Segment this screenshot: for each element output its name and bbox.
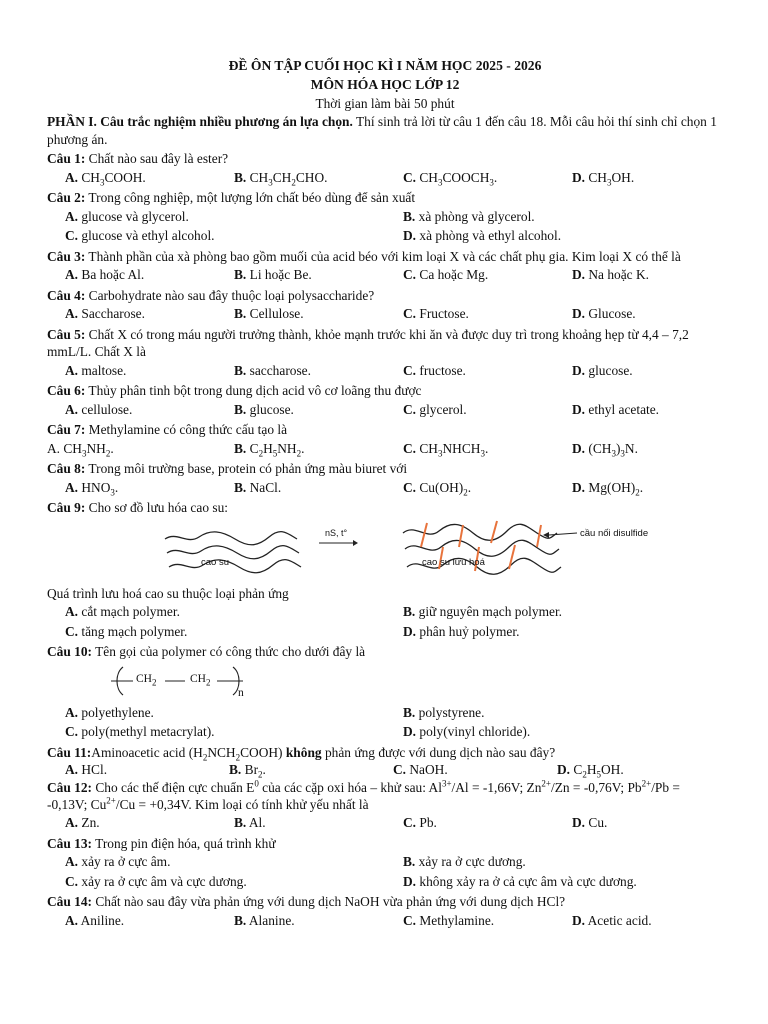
question-text: Cho sơ đồ lưu hóa cao su:: [85, 500, 228, 515]
option-c[interactable]: C. Ca hoặc Mg.: [403, 267, 489, 282]
question-9-prompt: Quá trình lưu hoá cao su thuộc loại phản ứng: [47, 585, 289, 601]
option-b[interactable]: B. Li hoặc Be.: [234, 267, 312, 282]
option-a[interactable]: A. $CH_3NH_2$.: [47, 440, 114, 459]
option-c[interactable]: C. NaOH.: [393, 762, 448, 777]
question-text: Thành phần của xà phòng bao gồm muối của acid béo với kim loại X và các chất phụ gia. Kim loại X có thể là: [85, 248, 681, 264]
question-number: Câu 12:: [47, 780, 93, 795]
reaction-condition-label: nS, t°: [325, 527, 348, 538]
option-c[interactable]: C. Pb.: [403, 815, 437, 830]
question-number: Câu 10:: [47, 644, 93, 659]
option-c[interactable]: C. poly(methyl metacrylat).: [65, 724, 215, 739]
option-b[interactable]: B. giữ nguyên mạch polymer.: [403, 604, 563, 619]
option-d[interactable]: D. poly(vinyl chloride).: [403, 724, 531, 739]
polymer-formula: [47, 661, 723, 703]
question-14: [47, 893, 723, 911]
option-c[interactable]: C. Fructose.: [403, 306, 469, 321]
options-row: [47, 168, 723, 188]
question-5: [47, 326, 723, 361]
option-a[interactable]: A. maltose.: [65, 362, 127, 378]
option-a[interactable]: A. $CH_3COOH$.: [65, 169, 146, 188]
question-text: Chất X có trong máu người trưởng thành, khỏe mạnh trước khi ăn và được duy trì trong khoảng hẹp từ 4,4 – 7,2 mmL/L. Chất X là: [47, 326, 689, 359]
option-b[interactable]: B. saccharose.: [234, 362, 311, 378]
question-9: [47, 499, 723, 517]
options-row: [47, 478, 723, 498]
polymer-formula-svg: [47, 661, 267, 703]
option-b[interactable]: B. $C_2H_5NH_2$.: [234, 440, 305, 459]
option-d[interactable]: D. không xảy ra ở cả cực âm và cực dương.: [403, 873, 637, 889]
option-b[interactable]: B. Cellulose.: [234, 306, 304, 321]
option-c[interactable]: C. fructose.: [403, 362, 466, 378]
option-a[interactable]: A. glucose và glycerol.: [65, 208, 189, 224]
question-10: [47, 643, 723, 661]
option-c[interactable]: C. $CH_3NHCH_3$.: [403, 440, 489, 459]
option-c[interactable]: C. xảy ra ở cực âm và cực dương.: [65, 873, 247, 889]
question-1: [47, 150, 723, 168]
options-row: [47, 622, 723, 642]
question-text: Carbohydrate nào sau đây thuộc loại polysaccharide?: [85, 287, 375, 303]
question-number: Câu 11:: [47, 744, 92, 760]
option-c[interactable]: C. glycerol.: [403, 401, 467, 417]
option-b[interactable]: B. xà phòng và glycerol.: [403, 208, 535, 224]
question-number: Câu 6:: [47, 383, 86, 398]
option-b[interactable]: B. $Br_2$.: [229, 762, 266, 780]
vulcanization-svg: [47, 517, 723, 583]
monomer-carbon-2: $CH_2$: [190, 672, 211, 687]
disulfide-bridge-label: cầu nối disulfide: [580, 527, 649, 539]
option-b[interactable]: B. NaCl.: [234, 479, 282, 495]
question-number: Câu 1:: [47, 151, 86, 166]
question-3: [47, 248, 723, 266]
option-d[interactable]: D. Glucose.: [572, 306, 636, 321]
question-number: Câu 3:: [47, 248, 86, 264]
option-a[interactable]: A. cắt mạch polymer.: [65, 604, 180, 619]
option-b[interactable]: B. $CH_3CH_2CHO$.: [234, 169, 328, 188]
option-c[interactable]: C. $CH_3COOCH_3$.: [403, 169, 498, 188]
options-row: [47, 872, 723, 892]
question-text: Trong pin điện hóa, quá trình khử: [92, 835, 276, 851]
options-row: [47, 722, 723, 742]
options-row: [47, 761, 723, 778]
option-a[interactable]: A. HCl.: [65, 762, 108, 777]
question-text: Methylamine có công thức cấu tạo là: [85, 422, 288, 437]
option-a[interactable]: A. xảy ra ở cực âm.: [65, 854, 171, 869]
option-b[interactable]: B. glucose.: [234, 401, 294, 417]
option-b[interactable]: B. Alanine.: [234, 912, 295, 928]
options-row: [47, 703, 723, 723]
option-a[interactable]: A. Ba hoặc Al.: [65, 267, 145, 282]
options-row: [47, 361, 723, 381]
question-8: [47, 460, 723, 478]
question-6: [47, 382, 723, 400]
option-c[interactable]: C. glucose và ethyl alcohol.: [65, 228, 215, 243]
question-text: Thủy phân tinh bột trong dung dịch acid vô cơ loãng thu được: [85, 383, 422, 398]
monomer-carbon-1: $CH_2$: [136, 672, 157, 687]
options-row: [47, 304, 723, 324]
options-row: [47, 602, 723, 622]
option-d[interactable]: D. $Mg(OH)_2$.: [572, 479, 644, 498]
option-d[interactable]: D. glucose.: [572, 362, 633, 378]
option-a[interactable]: A. polyethylene.: [65, 704, 154, 720]
question-number: Câu 2:: [47, 190, 86, 205]
question-text: Chất nào sau đây là ester?: [85, 151, 229, 166]
option-c[interactable]: C. Methylamine.: [403, 912, 495, 928]
option-d[interactable]: D. $CH_3OH$.: [572, 169, 635, 188]
question-text: Chất nào sau đây vừa phản ứng với dung dịch NaOH vừa phản ứng với dung dịch HCl?: [92, 894, 566, 909]
option-b[interactable]: B. Al.: [234, 815, 266, 830]
options-row: [47, 911, 723, 931]
options-row: [47, 852, 723, 872]
options-row: [47, 439, 723, 459]
question-2: [47, 189, 723, 207]
options-row: [47, 400, 723, 420]
part1-heading: [47, 113, 723, 148]
rubber-label: cao su: [201, 556, 229, 568]
subject-title: MÔN HÓA HỌC LỚP 12: [310, 77, 460, 92]
option-a[interactable]: A. Aniline.: [65, 912, 125, 928]
option-a[interactable]: A. $HNO_3$.: [65, 479, 119, 498]
time-limit: Thời gian làm bài 50 phút: [315, 96, 455, 111]
bond-pointer: [549, 533, 577, 535]
option-b[interactable]: B. polystyrene.: [403, 704, 485, 720]
question-number: Câu 9:: [47, 500, 86, 515]
option-d[interactable]: D. Cu.: [572, 815, 608, 830]
vulcanization-diagram: [47, 517, 723, 583]
question-13: [47, 835, 723, 853]
option-d[interactable]: D. xà phòng và ethyl alcohol.: [403, 228, 562, 243]
option-d[interactable]: D. $C_2H_5OH$.: [557, 762, 624, 780]
option-d[interactable]: D. Na hoặc K.: [572, 267, 649, 282]
question-text: Trong công nghiệp, một lượng lớn chất béo dùng để sản xuất: [85, 190, 416, 205]
question-number: Câu 4:: [47, 287, 86, 303]
question-12: Câu 12: Cho các thế điện cực chuẩn $E^0$ của các cặp oxi hóa – khử sau: $Al^{3+}/Al = -1,66V$; $Zn^{2+}/Zn = -0,76V$; $Pb^{2+}/Pb = -0,13V$; $Cu^{2+}/Cu = +0,34V$. Kim loại có tính khử yếu nhất là: [47, 778, 680, 812]
option-d[interactable]: D. ethyl acetate.: [572, 401, 660, 417]
option-d[interactable]: D. Acetic acid.: [572, 912, 652, 928]
question-number: Câu 5:: [47, 326, 86, 342]
option-a[interactable]: A. Saccharose.: [65, 306, 145, 321]
option-a[interactable]: A. cellulose.: [65, 401, 133, 417]
exam-title: ĐỀ ÔN TẬP CUỐI HỌC KÌ I NĂM HỌC 2025 - 2026: [228, 58, 542, 73]
question-text: Trong môi trường base, protein có phản ứng màu biuret với: [85, 461, 408, 476]
question-text: Tên gọi của polymer có công thức cho dưới đây là: [92, 644, 366, 659]
question-number: Câu 8:: [47, 461, 86, 476]
question-7: [47, 421, 723, 439]
question-11: Câu 11:Aminoacetic acid $(H_2NCH_2COOH)$ không phản ứng được với dung dịch nào sau đây?: [47, 744, 556, 763]
option-d[interactable]: D. $(CH_3)_3N$.: [572, 440, 638, 459]
options-row: [47, 265, 723, 285]
options-row: [47, 813, 723, 833]
option-c[interactable]: C. $Cu(OH)_2$.: [403, 479, 472, 498]
part1-instruction: Thí sinh trả lời từ câu 1 đến câu 18. Mỗi câu hỏi thí sinh chỉ chọn 1 phương án.: [47, 114, 717, 147]
question-number: Câu 7:: [47, 422, 86, 437]
part1-title: PHẦN I. Câu trắc nghiệm nhiều phương án lựa chọn.: [47, 114, 353, 129]
options-row: [47, 207, 723, 227]
repeat-count: n: [238, 686, 244, 699]
option-b[interactable]: B. xảy ra ở cực dương.: [403, 854, 526, 869]
option-c[interactable]: C. tăng mạch polymer.: [65, 623, 188, 639]
question-number: Câu 14:: [47, 894, 93, 909]
vulcanized-rubber-label: cao su lưu hoá: [422, 556, 485, 568]
options-row: [47, 226, 723, 246]
option-d[interactable]: D. phân huỷ polymer.: [403, 623, 520, 639]
question-number: Câu 13:: [47, 835, 93, 851]
question-4: [47, 287, 723, 305]
exam-page: [47, 56, 723, 930]
option-a[interactable]: A. Zn.: [65, 815, 100, 830]
